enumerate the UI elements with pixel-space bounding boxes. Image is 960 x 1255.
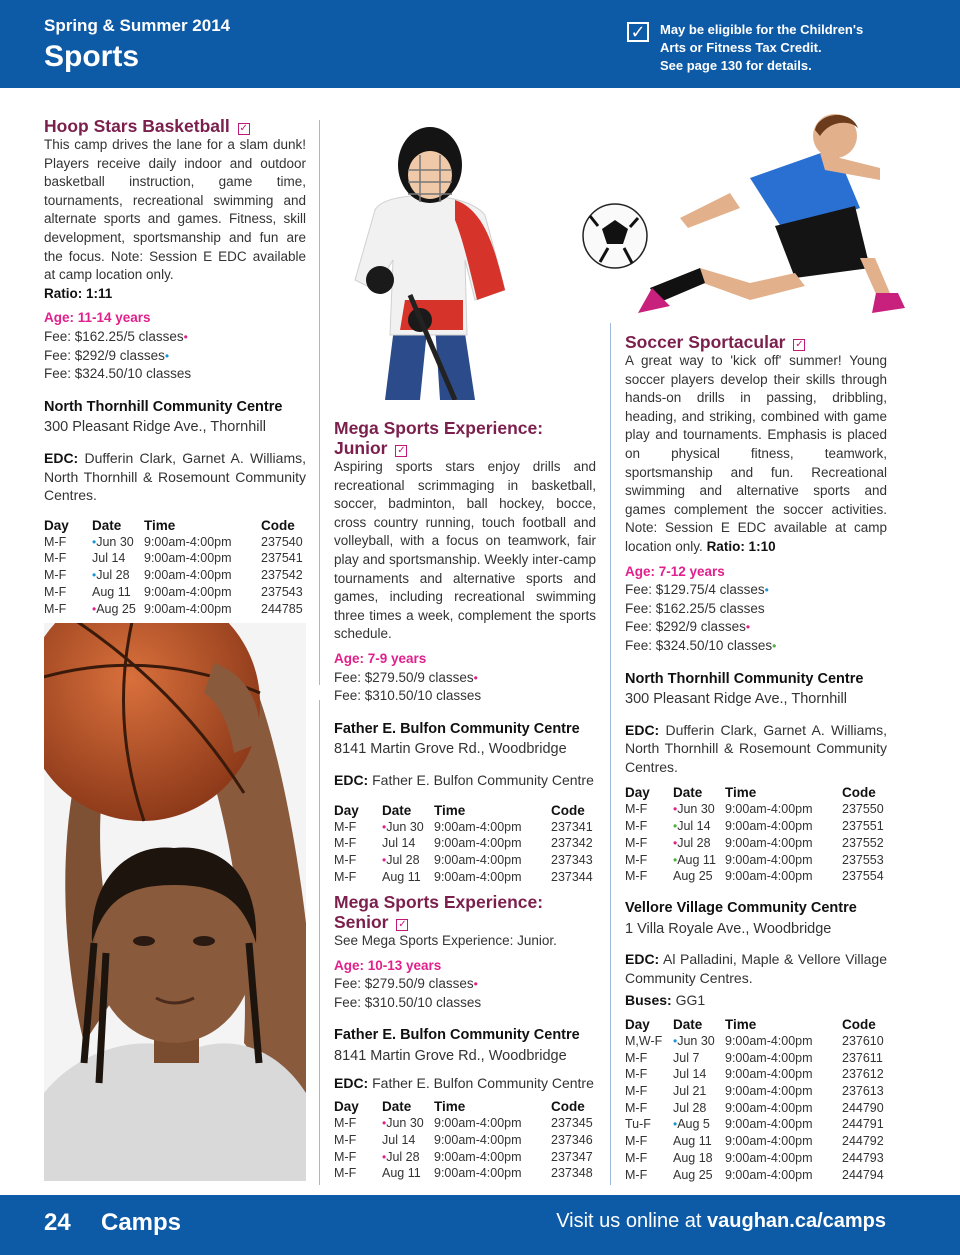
time-cell: 9:00am-4:00pm xyxy=(144,601,232,616)
checkbox-icon: ✓ xyxy=(627,22,649,42)
time-cell: 9:00am-4:00pm xyxy=(434,1149,522,1164)
schedule-row xyxy=(625,1133,887,1150)
date-cell: •Jun 30 xyxy=(92,534,134,549)
venue-name: North Thornhill Community Centre xyxy=(44,398,283,415)
code-cell: 244790 xyxy=(842,1100,884,1115)
day-cell: M-F xyxy=(334,1166,357,1181)
fee-dot: • xyxy=(183,329,188,344)
date-cell: Jul 14 xyxy=(382,1132,416,1147)
schedule-row xyxy=(44,601,306,618)
column-header: Time xyxy=(434,1099,466,1115)
fee-line: Fee: $292/9 classes• xyxy=(44,347,170,363)
fee-line: Fee: $279.50/9 classes• xyxy=(334,976,478,992)
fee-line: Fee: $324.50/10 classes• xyxy=(625,637,777,653)
time-cell: 9:00am-4:00pm xyxy=(144,534,232,549)
schedule-row xyxy=(625,1083,887,1100)
schedule-row xyxy=(625,1100,887,1117)
day-cell: M-F xyxy=(625,1067,648,1082)
mega-sports-junior-program xyxy=(334,418,596,885)
code-cell: 237341 xyxy=(551,819,593,834)
program-title: Mega Sports Experience: xyxy=(334,892,544,912)
schedule-header-row xyxy=(625,784,887,801)
column-header: Time xyxy=(144,517,176,533)
session-dot: • xyxy=(92,601,97,616)
date-cell: •Jul 28 xyxy=(382,852,420,867)
schedule-row xyxy=(334,852,596,869)
schedule-row xyxy=(625,1116,887,1133)
schedule-table xyxy=(334,802,596,886)
hoop-stars-program xyxy=(44,116,306,617)
session-dot: • xyxy=(673,1033,678,1048)
date-cell: Aug 25 xyxy=(673,869,713,884)
fee-dot: • xyxy=(473,977,478,992)
day-cell: M-F xyxy=(334,1116,357,1131)
page-header xyxy=(0,0,960,88)
schedule-row xyxy=(44,567,306,584)
column-divider xyxy=(319,700,320,1185)
date-cell: •Jul 28 xyxy=(382,1149,420,1164)
session-dot: • xyxy=(92,568,97,583)
page-number: 24 xyxy=(44,1209,71,1236)
edc-info: EDC: Father E. Bulfon Community Centre xyxy=(334,771,594,788)
column-divider xyxy=(319,120,320,685)
venue-name: Vellore Village Community Centre xyxy=(625,899,857,916)
column-header: Time xyxy=(725,1016,757,1032)
time-cell: 9:00am-4:00pm xyxy=(725,869,813,884)
day-cell: M-F xyxy=(625,835,648,850)
code-cell: 237342 xyxy=(551,836,593,851)
date-cell: •Jun 30 xyxy=(382,819,424,834)
schedule-row xyxy=(625,801,887,818)
day-cell: M-F xyxy=(625,819,648,834)
basketball-player-photo xyxy=(44,623,306,1181)
time-cell: 9:00am-4:00pm xyxy=(434,1132,522,1147)
venue-address: 300 Pleasant Ridge Ave., Thornhill xyxy=(625,691,847,708)
schedule-row xyxy=(625,818,887,835)
code-cell: 244791 xyxy=(842,1117,884,1132)
fee-dot: • xyxy=(772,638,777,653)
program-age: Age: 11-14 years xyxy=(44,310,151,326)
code-cell: 237613 xyxy=(842,1084,884,1099)
program-description: A great way to 'kick off' summer! Young soccer players develop their skills through hands-on drills in passing, dribbling, heading, and striking, combined with game play and tournaments. Emphasis is placed on physical fitness, teamwork, sportsmanship and fun. Recreational swimming and alternative sports and games complement the soccer activities. Note: Session E EDC available at camp location only. Ratio: 1:10 xyxy=(625,353,887,554)
fee-line: Fee: $310.50/10 classes xyxy=(334,994,482,1010)
schedule-table xyxy=(625,1016,887,1183)
program-title: Soccer Sportacular ✓ xyxy=(625,332,804,352)
venue-name: North Thornhill Community Centre xyxy=(625,670,864,687)
code-cell: 244794 xyxy=(842,1167,884,1182)
code-cell: 237551 xyxy=(842,819,884,834)
date-cell: Aug 11 xyxy=(382,869,421,884)
time-cell: 9:00am-4:00pm xyxy=(725,1050,813,1065)
soccer-player-photo xyxy=(580,108,920,323)
page-footer xyxy=(0,1195,960,1255)
code-cell: 237611 xyxy=(842,1050,883,1065)
time-cell: 9:00am-4:00pm xyxy=(725,852,813,867)
session-dot: • xyxy=(673,835,678,850)
schedule-row xyxy=(334,1132,596,1149)
date-cell: Jul 28 xyxy=(673,1100,707,1115)
venue-address: 1 Villa Royale Ave., Woodbridge xyxy=(625,920,832,937)
schedule-row xyxy=(625,852,887,869)
time-cell: 9:00am-4:00pm xyxy=(725,1117,813,1132)
season-label: Spring & Summer 2014 xyxy=(44,16,231,35)
code-cell: 237554 xyxy=(842,869,884,884)
date-cell: •Jun 30 xyxy=(673,802,715,817)
column-header: Day xyxy=(334,1099,359,1115)
date-cell: •Jun 30 xyxy=(673,1033,715,1048)
time-cell: 9:00am-4:00pm xyxy=(434,1116,522,1131)
time-cell: 9:00am-4:00pm xyxy=(434,869,522,884)
date-cell: •Jul 28 xyxy=(673,835,711,850)
tax-credit-check-icon: ✓ xyxy=(239,123,248,134)
schedule-row xyxy=(334,1115,596,1132)
day-cell: Tu-F xyxy=(625,1117,651,1132)
day-cell: M-F xyxy=(44,568,67,583)
date-cell: •Jul 28 xyxy=(92,568,130,583)
time-cell: 9:00am-4:00pm xyxy=(434,852,522,867)
day-cell: M-F xyxy=(334,836,357,851)
code-cell: 237612 xyxy=(842,1067,884,1082)
time-cell: 9:00am-4:00pm xyxy=(434,819,522,834)
time-cell: 9:00am-4:00pm xyxy=(434,1166,522,1181)
date-cell: Jul 21 xyxy=(673,1084,707,1099)
day-cell: M-F xyxy=(625,1084,648,1099)
tax-credit-line: See page 130 for details. xyxy=(660,58,812,73)
fee-line: Fee: $162.25/5 classes• xyxy=(44,328,188,344)
fee-dot: • xyxy=(764,583,769,598)
day-cell: M-F xyxy=(625,852,648,867)
code-cell: 237345 xyxy=(551,1116,593,1131)
schedule-row xyxy=(625,1066,887,1083)
time-cell: 9:00am-4:00pm xyxy=(725,835,813,850)
code-cell: 237542 xyxy=(261,568,303,583)
bus-info: Buses: GG1 xyxy=(625,992,706,1009)
column-header: Time xyxy=(434,802,466,818)
date-cell: Jul 14 xyxy=(92,551,126,566)
tax-credit-note xyxy=(660,21,920,75)
fee-dot: • xyxy=(473,670,478,685)
hockey-player-photo xyxy=(345,120,510,400)
program-title: Junior ✓ xyxy=(334,438,406,458)
schedule-table xyxy=(44,517,306,618)
day-cell: M-F xyxy=(625,1150,648,1165)
time-cell: 9:00am-4:00pm xyxy=(725,1150,813,1165)
time-cell: 9:00am-4:00pm xyxy=(725,1067,813,1082)
day-cell: M-F xyxy=(334,1132,357,1147)
time-cell: 9:00am-4:00pm xyxy=(725,1134,813,1149)
schedule-header-row xyxy=(334,1098,596,1115)
program-age: Age: 7-12 years xyxy=(625,563,725,579)
date-cell: Jul 7 xyxy=(673,1050,700,1065)
date-cell: •Aug 5 xyxy=(673,1117,710,1132)
date-cell: •Aug 25 xyxy=(92,601,136,616)
program-title: Senior ✓ xyxy=(334,912,407,932)
day-cell: M-F xyxy=(334,819,357,834)
date-cell: •Jul 14 xyxy=(673,819,711,834)
column-header: Date xyxy=(673,1016,703,1032)
section-title: Sports xyxy=(44,40,140,73)
session-dot: • xyxy=(382,852,387,867)
date-cell: Jul 14 xyxy=(382,836,416,851)
fee-line: Fee: $310.50/10 classes xyxy=(334,688,482,704)
column-header: Date xyxy=(382,1099,412,1115)
column-header: Code xyxy=(261,517,295,533)
column-header: Code xyxy=(842,785,876,801)
day-cell: M-F xyxy=(625,1100,648,1115)
column-header: Code xyxy=(551,802,585,818)
day-cell: M-F xyxy=(44,551,67,566)
page-section-name: Camps xyxy=(101,1209,182,1236)
day-cell: M-F xyxy=(625,1134,648,1149)
schedule-row xyxy=(44,550,306,567)
date-cell: •Jun 30 xyxy=(382,1116,424,1131)
session-dot: • xyxy=(673,819,678,834)
fee-dot: • xyxy=(164,348,170,363)
column-header: Date xyxy=(92,517,122,533)
code-cell: 237541 xyxy=(261,551,303,566)
fee-line: Fee: $129.75/4 classes• xyxy=(625,582,769,598)
day-cell: M-F xyxy=(625,802,648,817)
venue-address: 300 Pleasant Ridge Ave., Thornhill xyxy=(44,419,266,436)
program-title: Hoop Stars Basketball ✓ xyxy=(44,116,248,136)
code-cell: 237550 xyxy=(842,802,884,817)
schedule-table xyxy=(625,784,887,885)
time-cell: 9:00am-4:00pm xyxy=(144,568,232,583)
tax-credit-line: Arts or Fitness Tax Credit. xyxy=(660,40,822,55)
code-cell: 244793 xyxy=(842,1150,884,1165)
day-cell: M-F xyxy=(334,869,357,884)
program-ratio: Ratio: 1:11 xyxy=(44,285,113,301)
session-dot: • xyxy=(673,852,678,867)
session-dot: • xyxy=(92,534,97,549)
venue-address: 8141 Martin Grove Rd., Woodbridge xyxy=(334,741,567,758)
edc-info: EDC: Dufferin Clark, Garnet A. Williams, North Thornhill & Rosemount Community Centres. xyxy=(44,449,306,504)
session-dot: • xyxy=(673,1117,678,1132)
code-cell: 237543 xyxy=(261,584,303,599)
code-cell: 237540 xyxy=(261,534,303,549)
code-cell: 237344 xyxy=(551,869,593,884)
column-header: Day xyxy=(334,802,359,818)
date-cell: Aug 11 xyxy=(382,1166,421,1181)
session-dot: • xyxy=(382,1149,387,1164)
session-dot: • xyxy=(673,802,678,817)
day-cell: M-F xyxy=(334,1149,357,1164)
program-age: Age: 10-13 years xyxy=(334,957,442,973)
fee-line: Fee: $292/9 classes• xyxy=(625,619,751,635)
time-cell: 9:00am-4:00pm xyxy=(725,819,813,834)
edc-info: EDC: Father E. Bulfon Community Centre xyxy=(334,1074,594,1091)
schedule-row xyxy=(625,1050,887,1067)
fee-line: Fee: $324.50/10 classes xyxy=(44,366,192,382)
code-cell: 237348 xyxy=(551,1166,593,1181)
code-cell: 237343 xyxy=(551,852,593,867)
schedule-row xyxy=(625,1167,887,1184)
venue-name: Father E. Bulfon Community Centre xyxy=(334,720,580,737)
schedule-row xyxy=(625,1033,887,1050)
day-cell: M-F xyxy=(625,1167,648,1182)
date-cell: Jul 14 xyxy=(673,1067,707,1082)
day-cell: M-F xyxy=(625,1050,648,1065)
fee-dot: • xyxy=(745,620,751,635)
time-cell: 9:00am-4:00pm xyxy=(725,1100,813,1115)
venue-name: Father E. Bulfon Community Centre xyxy=(334,1027,580,1044)
website-link[interactable]: vaughan.ca/camps xyxy=(707,1210,886,1232)
schedule-row xyxy=(44,534,306,551)
program-description: See Mega Sports Experience: Junior. xyxy=(334,933,557,948)
code-cell: 244792 xyxy=(842,1134,884,1149)
column-header: Date xyxy=(382,802,412,818)
date-cell: •Aug 11 xyxy=(673,852,716,867)
code-cell: 237552 xyxy=(842,835,884,850)
code-cell: 244785 xyxy=(261,601,303,616)
column-header: Day xyxy=(625,1016,650,1032)
program-ratio: Ratio: 1:10 xyxy=(706,538,776,554)
schedule-header-row xyxy=(334,802,596,819)
time-cell: 9:00am-4:00pm xyxy=(725,1167,813,1182)
day-cell: M-F xyxy=(44,534,67,549)
mega-sports-senior-program xyxy=(334,892,596,1182)
schedule-row xyxy=(334,819,596,836)
day-cell: M-F xyxy=(44,601,67,616)
schedule-row xyxy=(334,1165,596,1182)
program-age: Age: 7-9 years xyxy=(334,650,427,666)
fee-line: Fee: $162.25/5 classes xyxy=(625,600,765,616)
day-cell: M-F xyxy=(334,852,357,867)
column-header: Time xyxy=(725,785,757,801)
date-cell: Aug 18 xyxy=(673,1150,713,1165)
time-cell: 9:00am-4:00pm xyxy=(725,802,813,817)
venue-address: 8141 Martin Grove Rd., Woodbridge xyxy=(334,1047,567,1064)
schedule-header-row xyxy=(625,1016,887,1033)
code-cell: 237346 xyxy=(551,1132,593,1147)
schedule-row xyxy=(625,835,887,852)
session-dot: • xyxy=(382,1116,387,1131)
edc-info: EDC: Dufferin Clark, Garnet A. Williams, North Thornhill & Rosemount Community Centres. xyxy=(625,721,887,775)
schedule-table xyxy=(334,1098,596,1182)
session-dot: • xyxy=(382,819,387,834)
program-description: This camp drives the lane for a slam dunk! Players receive daily indoor and outdoor basketball instruction, game time, tournaments, recreational swimming and alternate sports and games. Fitness, skill development, sportsmanship and fun are the focus. Note: Session E EDC available at camp location only. xyxy=(44,137,306,283)
code-cell: 237347 xyxy=(551,1149,593,1164)
time-cell: 9:00am-4:00pm xyxy=(725,1033,813,1048)
column-header: Date xyxy=(673,785,703,801)
time-cell: 9:00am-4:00pm xyxy=(434,836,522,851)
website-note: Visit us online at vaughan.ca/camps xyxy=(556,1210,886,1232)
tax-credit-line: May be eligible for the Children's xyxy=(660,22,864,37)
column-header: Day xyxy=(625,785,650,801)
column-divider xyxy=(610,285,611,1185)
code-cell: 237553 xyxy=(842,852,884,867)
time-cell: 9:00am-4:00pm xyxy=(725,1084,813,1099)
code-cell: 237610 xyxy=(842,1033,884,1048)
tax-credit-check-icon: ✓ xyxy=(398,919,407,930)
schedule-row xyxy=(334,835,596,852)
day-cell: M-F xyxy=(44,584,67,599)
program-description: Aspiring sports stars enjoy drills and recreational scrimmaging in basketball, soccer, badminton, ball hockey, bocce, cross country running, touch football and volleyball, with a focus on teamwork, fair play and sportsmanship. Weekly inter-camp tournaments and alternative sports and games, including recreational swimming three times a week, complement the sports schedule. xyxy=(334,459,596,642)
edc-info: EDC: Al Palladini, Maple & Vellore Village Community Centres. xyxy=(625,951,887,986)
program-title: Mega Sports Experience: xyxy=(334,418,544,438)
date-cell: Aug 11 xyxy=(92,584,131,599)
schedule-row xyxy=(625,868,887,885)
day-cell: M-F xyxy=(625,869,648,884)
column-header: Code xyxy=(842,1016,876,1032)
schedule-row xyxy=(44,584,306,601)
column-header: Code xyxy=(551,1099,585,1115)
soccer-sportacular-program xyxy=(625,332,887,1183)
schedule-row xyxy=(334,1149,596,1166)
date-cell: Aug 25 xyxy=(673,1167,713,1182)
schedule-header-row xyxy=(44,517,306,534)
tax-credit-check-icon: ✓ xyxy=(397,445,406,456)
column-header: Day xyxy=(44,517,69,533)
tax-credit-check-icon: ✓ xyxy=(795,339,804,350)
time-cell: 9:00am-4:00pm xyxy=(144,584,232,599)
schedule-row xyxy=(334,869,596,886)
time-cell: 9:00am-4:00pm xyxy=(144,551,232,566)
fee-line: Fee: $279.50/9 classes• xyxy=(334,669,478,685)
day-cell: M,W-F xyxy=(625,1033,663,1048)
schedule-row xyxy=(625,1150,887,1167)
date-cell: Aug 11 xyxy=(673,1134,712,1149)
